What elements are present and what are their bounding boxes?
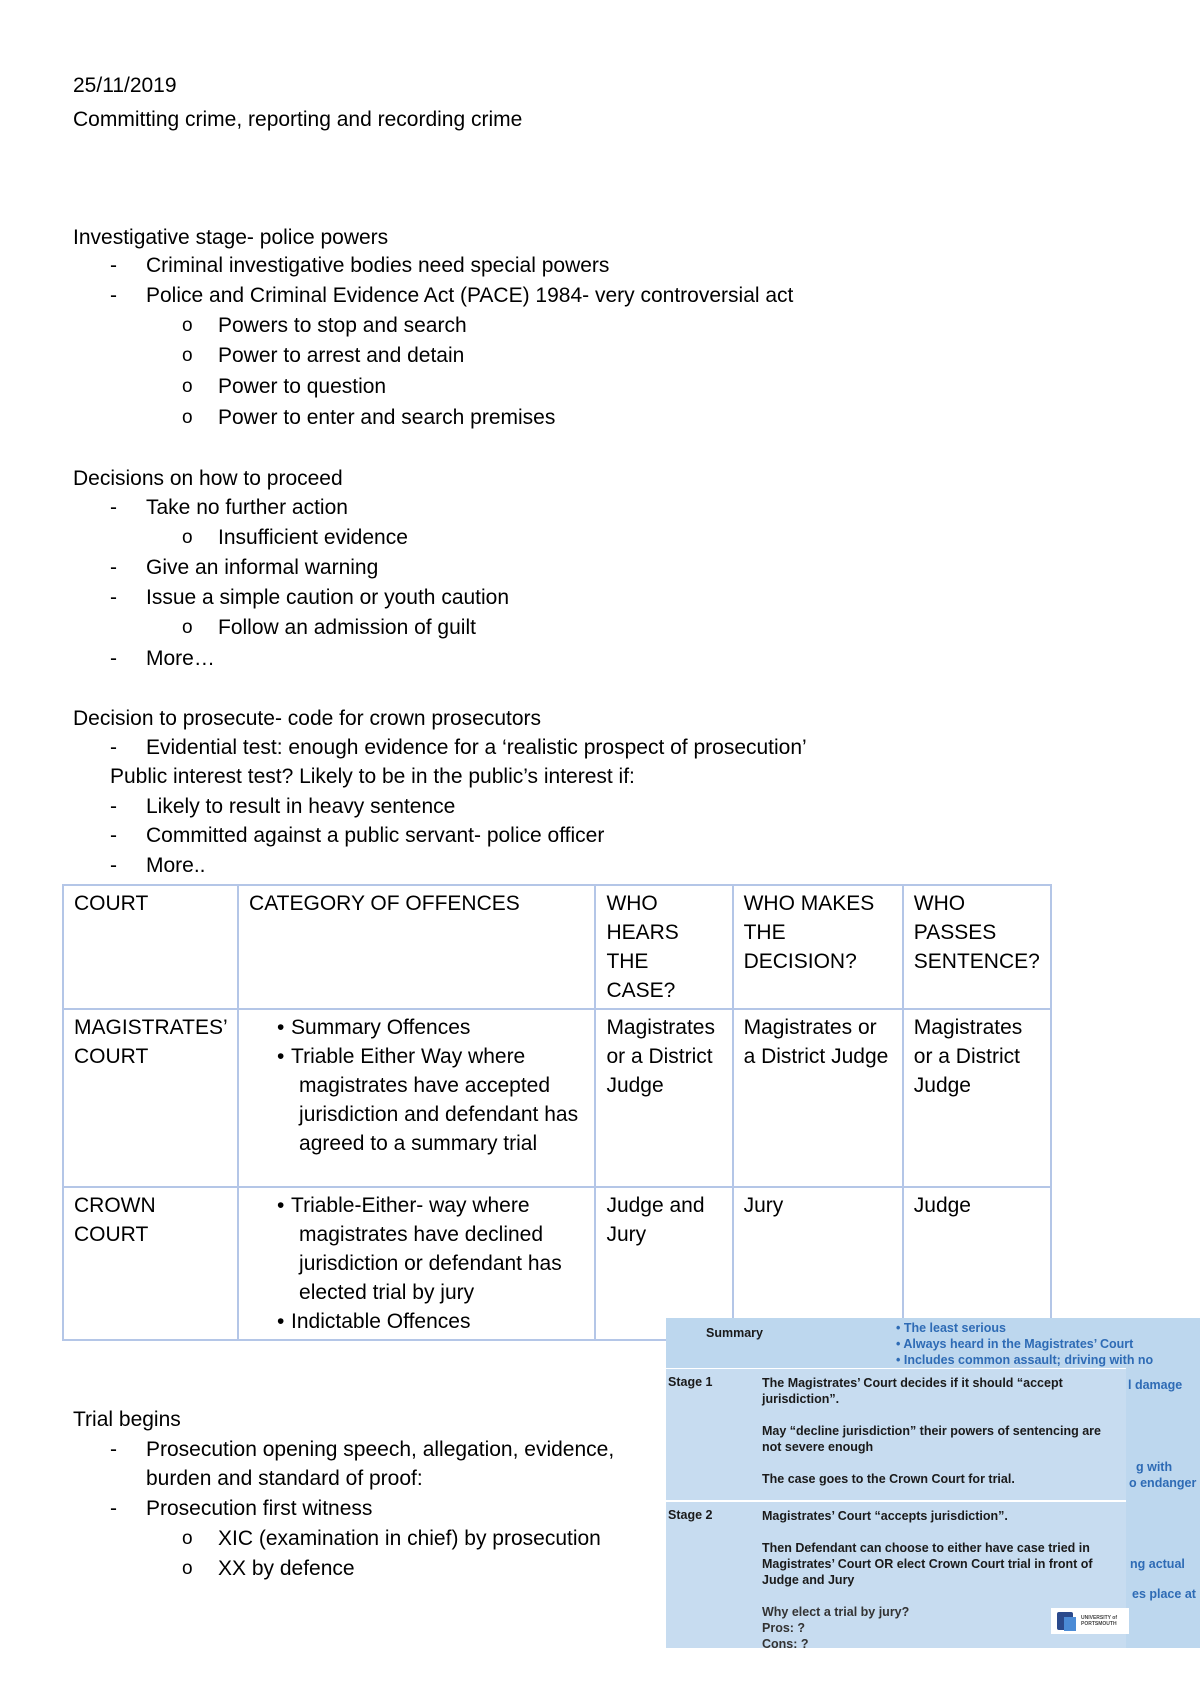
dash-marker: - [110,647,117,670]
dash-marker: - [110,736,117,759]
circle-marker: o [182,407,193,428]
circle-marker: o [182,315,193,336]
list-item: • Triable-Either- way where magistrates have declined jurisdiction or defendant has elected trial by jury [249,1191,584,1307]
table-row [63,1009,1051,1187]
sub-list-item-text: Powers to stop and search [218,314,467,337]
court-table [62,884,1052,1341]
dash-marker: - [110,586,117,609]
circle-marker: o [182,527,193,548]
slide-cropped-fragment: l damage [1128,1378,1183,1392]
list-item-text: Evidential test: enough evidence for a ‘realistic prospect of prosecution’ [146,736,807,759]
dash-marker: - [110,795,117,818]
slide-cropped-fragment: ng actual [1130,1557,1185,1571]
bullet-marker: • [277,1045,285,1068]
slide-cropped-fragment: o endanger [1129,1476,1197,1490]
dash-marker: - [110,284,117,307]
list-item-text: Issue a simple caution or youth caution [146,586,510,609]
bullet-marker: • [277,1310,285,1333]
stage-1-body: The Magistrates’ Court decides if it should “accept jurisdiction”. May “decline jurisdiction” their powers of sentencing are not severe enough The case goes to the Crown Court for trial. [762,1376,1101,1486]
slide-bullet: • The least serious [896,1320,1153,1336]
category-cell [238,1187,595,1340]
court-cell: CROWN COURT [63,1187,238,1340]
list-item-text: Prosecution first witness [146,1497,373,1520]
sub-list-item-text: Power to arrest and detain [218,344,465,367]
bullet-marker: • [277,1016,285,1039]
sub-list-item-text: Follow an admission of guilt [218,616,476,639]
sub-list-item-text: Power to question [218,375,387,398]
dash-marker: - [110,254,117,277]
university-logo [1051,1608,1129,1634]
dash-marker: - [110,1438,117,1461]
circle-marker: o [182,345,193,366]
table-header-row [63,885,1051,1009]
slide-cropped-fragment: g with [1136,1460,1173,1474]
list-item: • Indictable Offences [249,1307,584,1336]
table-header: CATEGORY OF OFFENCES [238,885,595,1009]
list-item: • Summary Offences [249,1013,584,1042]
sub-list-item-text: XIC (examination in chief) by prosecution [218,1527,601,1550]
dash-marker: - [110,824,117,847]
list-item-text: Criminal investigative bodies need special powers [146,254,610,277]
list-item-text: Likely to result in heavy sentence [146,795,456,818]
sub-list-item-text: Insufficient evidence [218,526,408,549]
document-title: Committing crime, reporting and recording crime [73,108,523,131]
embedded-slide-image [666,1318,1200,1648]
category-cell [238,1009,595,1187]
dash-marker: - [110,496,117,519]
list-item-text: Give an informal warning [146,556,379,579]
stage-2-body: Magistrates’ Court “accepts jurisdiction”. Then Defendant can choose to either have case tried in Magistrates’ Court OR elect Crown Court trial in front of Judge and Jury Why elect a trial by jury? Pros: ? Cons: ? [762,1508,1093,1648]
circle-marker: o [182,617,193,638]
decides-cell: Magistrates or a District Judge [733,1009,903,1187]
dash-marker: - [110,556,117,579]
circle-marker: o [182,1528,193,1549]
sentences-cell: Judge [903,1187,1051,1340]
slide-cropped-fragment: es place at [1132,1587,1196,1601]
dash-marker: - [110,1497,117,1520]
decisions-heading: Decisions on how to proceed [73,467,343,490]
table-header: COURT [63,885,238,1009]
list-item-text: Take no further action [146,496,348,519]
pros-label: Pros: ? [762,1621,806,1635]
circle-marker: o [182,1558,193,1579]
list-item-text: Prosecution opening speech, allegation, evidence, [146,1438,615,1461]
slide-bullet: • Includes common assault; driving with no [896,1352,1153,1368]
hears-cell: Judge and Jury [595,1187,732,1340]
decides-cell: Jury [733,1187,903,1340]
court-cell: MAGISTRATES’ COURT [63,1009,238,1187]
document-date: 25/11/2019 [73,74,177,97]
slide-bullet-list [896,1320,1153,1368]
list-item-text: Committed against a public servant- police officer [146,824,605,847]
logo-text: UNIVERSITY of PORTSMOUTH [1081,1615,1118,1627]
cons-label: Cons: ? [762,1637,809,1648]
list-item: • Triable Either Way where magistrates have accepted jurisdiction and defendant has agreed to a summary trial [249,1042,584,1158]
slide-summary-label: Summary [706,1326,763,1340]
stage-1-label: Stage 1 [668,1375,713,1389]
prosecute-heading: Decision to prosecute- code for crown prosecutors [73,707,542,730]
investigative-heading: Investigative stage- police powers [73,226,389,249]
list-item-text: More.. [146,854,206,877]
hears-cell: Magistrates or a District Judge [595,1009,732,1187]
stage-2-label: Stage 2 [668,1508,713,1522]
why-jury-question: Why elect a trial by jury? [762,1605,910,1619]
trial-heading: Trial begins [73,1408,181,1431]
list-item-text: Police and Criminal Evidence Act (PACE) 1984- very controversial act [146,284,794,307]
sentences-cell: Magistrates or a District Judge [903,1009,1051,1187]
public-interest-line: Public interest test? Likely to be in the public’s interest if: [110,765,635,788]
sub-list-item-text: XX by defence [218,1557,355,1580]
circle-marker: o [182,376,193,397]
table-header: WHO MAKES THE DECISION? [733,885,903,1009]
table-header: WHO PASSES SENTENCE? [903,885,1051,1009]
slide-bullet: • Always heard in the Magistrates’ Court [896,1336,1153,1352]
sub-list-item-text: Power to enter and search premises [218,406,556,429]
list-item-text: More… [146,647,215,670]
bullet-marker: • [277,1194,285,1217]
table-header: WHO HEARS THE CASE? [595,885,732,1009]
dash-marker: - [110,854,117,877]
list-item-text: burden and standard of proof: [146,1467,423,1490]
